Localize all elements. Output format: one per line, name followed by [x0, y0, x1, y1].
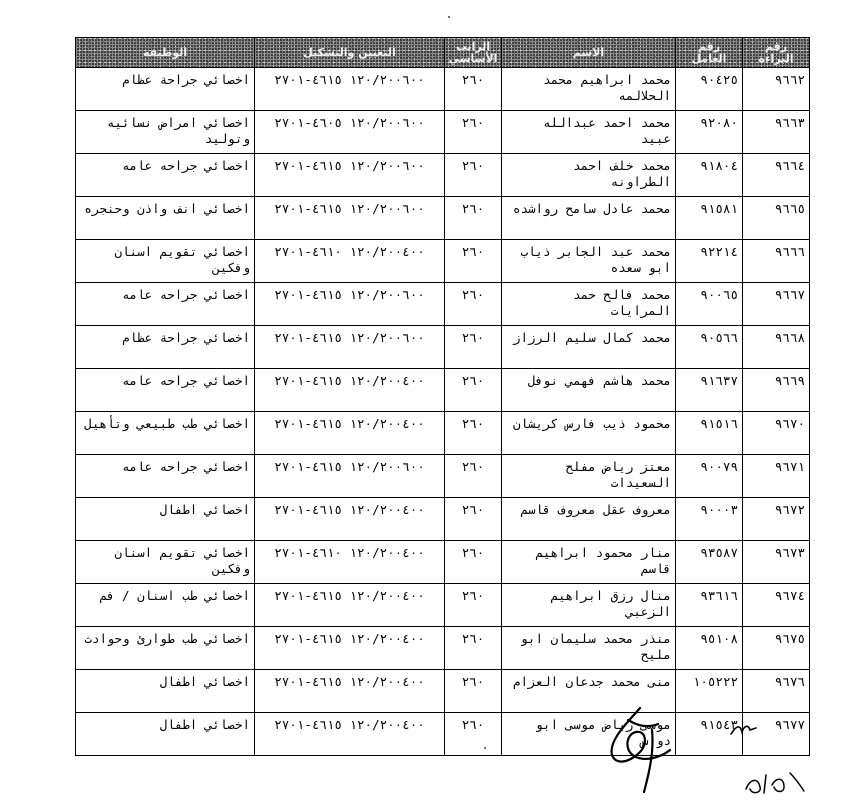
- table-row: [76, 197, 810, 240]
- header-assignment: التعيين والتشكيل: [255, 38, 445, 68]
- salary-cell: ٢٦٠: [445, 498, 502, 541]
- name-cell: محمد خلف احمد الطراونه: [502, 154, 676, 197]
- job-title-cell: اخصائي جراحه عامه: [76, 283, 255, 326]
- job-title-cell: اخصائي جراحه عامه: [76, 154, 255, 197]
- assignment-cell: ١٢٠/٢٠٠٤٠٠ ٤٦١٥-٢٧٠١: [255, 713, 445, 756]
- employee-no-cell: ٩٠٠٠٣: [676, 498, 743, 541]
- assignment-cell: ١٢٠/٢٠٠٦٠٠ ٤٦١٥-٢٧٠١: [255, 68, 445, 111]
- job-title-cell: اخصائي اطفال: [76, 670, 255, 713]
- name-cell: معتز رياض مفلح السعيدات: [502, 455, 676, 498]
- employee-no-cell: ٩٥١٠٨: [676, 627, 743, 670]
- salary-cell: ٢٦٠: [445, 68, 502, 111]
- assignment-cell: ١٢٠/٢٠٠٤٠٠ ٤٦١٥-٢٧٠١: [255, 369, 445, 412]
- salary-cell: ٢٦٠: [445, 240, 502, 283]
- header-registration-no: رقم البراءة: [743, 38, 810, 68]
- salary-cell: ٢٦٠: [445, 541, 502, 584]
- salary-cell: ٢٦٠: [445, 111, 502, 154]
- employee-no-cell: ٩٠٤٢٥: [676, 68, 743, 111]
- table-row: [76, 154, 810, 197]
- registration-no-cell: ٩٦٧١: [743, 455, 810, 498]
- table-row: [76, 412, 810, 455]
- assignment-cell: ١٢٠/٢٠٠٤٠٠ ٤٦١٠-٢٧٠١: [255, 240, 445, 283]
- job-title-cell: اخصائي جراحه عامه: [76, 455, 255, 498]
- header-row: [76, 38, 810, 68]
- name-cell: موسى رياض موسى ابو دواس: [502, 713, 676, 756]
- table-row: [76, 713, 810, 756]
- employee-no-cell: ٩٣٦١٦: [676, 584, 743, 627]
- table-row: [76, 283, 810, 326]
- salary-cell: ٢٦٠: [445, 283, 502, 326]
- assignment-cell: ١٢٠/٢٠٠٦٠٠ ٤٦١٥-٢٧٠١: [255, 283, 445, 326]
- employee-no-cell: ٩١٥٨١: [676, 197, 743, 240]
- assignment-cell: ١٢٠/٢٠٠٦٠٠ ٤٦١٥-٢٧٠١: [255, 326, 445, 369]
- table-row: [76, 584, 810, 627]
- assignment-cell: ١٢٠/٢٠٠٦٠٠ ٤٦١٥-٢٧٠١: [255, 455, 445, 498]
- job-title-cell: اخصائي طب طبيعي وتأهيل: [76, 412, 255, 455]
- handwritten-mark: [728, 720, 758, 738]
- assignment-cell: ١٢٠/٢٠٠٦٠٠ ٤٦٠٥-٢٧٠١: [255, 111, 445, 154]
- employee-no-cell: ٩١٥١٦: [676, 412, 743, 455]
- table-row: [76, 240, 810, 283]
- salary-cell: ٢٦٠: [445, 197, 502, 240]
- employee-table: [75, 37, 810, 756]
- table-row: [76, 326, 810, 369]
- handwritten-signature: [600, 700, 690, 795]
- job-title-cell: اخصائي جراحة عظام: [76, 68, 255, 111]
- job-title-cell: اخصائي طب اسنان / فم: [76, 584, 255, 627]
- registration-no-cell: ٩٦٧٠: [743, 412, 810, 455]
- assignment-cell: ١٢٠/٢٠٠٤٠٠ ٤٦١٥-٢٧٠١: [255, 412, 445, 455]
- salary-cell: ٢٦٠: [445, 584, 502, 627]
- table-row: [76, 670, 810, 713]
- employee-no-cell: ٩٠٠٧٩: [676, 455, 743, 498]
- name-cell: معروف عقل معروف قاسم: [502, 498, 676, 541]
- registration-no-cell: ٩٦٦٢: [743, 68, 810, 111]
- assignment-cell: ١٢٠/٢٠٠٤٠٠ ٤٦١٥-٢٧٠١: [255, 498, 445, 541]
- scan-speck: [448, 16, 450, 18]
- name-cell: منذر محمد سليمان ابو مليح: [502, 627, 676, 670]
- employee-no-cell: ٩٠٠٦٥: [676, 283, 743, 326]
- table-row: [76, 68, 810, 111]
- name-cell: محمود ذيب فارس كريشان: [502, 412, 676, 455]
- assignment-cell: ١٢٠/٢٠٠٤٠٠ ٤٦١٠-٢٧٠١: [255, 541, 445, 584]
- salary-cell: ٢٦٠: [445, 455, 502, 498]
- salary-cell: ٢٦٠: [445, 627, 502, 670]
- job-title-cell: اخصائي جراحه عامه: [76, 369, 255, 412]
- job-title-cell: اخصائي تقويم اسنان وفكين: [76, 541, 255, 584]
- employee-no-cell: ٩١٨٠٤: [676, 154, 743, 197]
- employee-no-cell: ١٠٥٢٢٢: [676, 670, 743, 713]
- table-row: [76, 455, 810, 498]
- assignment-cell: ١٢٠/٢٠٠٦٠٠ ٤٦١٥-٢٧٠١: [255, 154, 445, 197]
- salary-cell: ٢٦٠: [445, 326, 502, 369]
- registration-no-cell: ٩٦٧٥: [743, 627, 810, 670]
- salary-cell: ٢٦٠: [445, 369, 502, 412]
- registration-no-cell: ٩٦٧٦: [743, 670, 810, 713]
- job-title-cell: اخصائي جراحة عظام: [76, 326, 255, 369]
- registration-no-cell: ٩٦٧٣: [743, 541, 810, 584]
- name-cell: منار محمود ابراهيم قاسم: [502, 541, 676, 584]
- registration-no-cell: ٩٦٦٦: [743, 240, 810, 283]
- assignment-cell: ١٢٠/٢٠٠٤٠٠ ٤٦١٥-٢٧٠١: [255, 670, 445, 713]
- salary-cell: ٢٦٠: [445, 713, 502, 756]
- employee-no-cell: ٩١٥٤٣: [676, 713, 743, 756]
- job-title-cell: اخصائي انف واذن وحنجره: [76, 197, 255, 240]
- employee-no-cell: ٩٢٠٨٠: [676, 111, 743, 154]
- employee-no-cell: ٩٣٥٨٧: [676, 541, 743, 584]
- name-cell: منى محمد جدعان العزام: [502, 670, 676, 713]
- header-name: الاسم: [502, 38, 676, 68]
- job-title-cell: اخصائي تقويم اسنان وفكين: [76, 240, 255, 283]
- registration-no-cell: ٩٦٦٤: [743, 154, 810, 197]
- name-cell: منال رزق ابراهيم الزعبي: [502, 584, 676, 627]
- registration-no-cell: ٩٦٧٤: [743, 584, 810, 627]
- job-title-cell: اخصائي اطفال: [76, 498, 255, 541]
- handwritten-initials: [740, 765, 810, 797]
- table-row: [76, 369, 810, 412]
- table-row: [76, 111, 810, 154]
- name-cell: محمد كمال سليم الرزاز: [502, 326, 676, 369]
- registration-no-cell: ٩٦٦٥: [743, 197, 810, 240]
- assignment-cell: ١٢٠/٢٠٠٤٠٠ ٤٦١٥-٢٧٠١: [255, 584, 445, 627]
- header-job-title: الوظيفة: [76, 38, 255, 68]
- name-cell: محمد احمد عبدالله عبيد: [502, 111, 676, 154]
- name-cell: محمد فالح حمد المرايات: [502, 283, 676, 326]
- assignment-cell: ١٢٠/٢٠٠٦٠٠ ٤٦١٥-٢٧٠١: [255, 197, 445, 240]
- table-row: [76, 627, 810, 670]
- name-cell: محمد عادل سامح رواشده: [502, 197, 676, 240]
- registration-no-cell: ٩٦٦٨: [743, 326, 810, 369]
- registration-no-cell: ٩٦٧٧: [743, 713, 810, 756]
- header-basic-salary: الراتب الأساسي: [445, 38, 502, 68]
- table-row: [76, 541, 810, 584]
- name-cell: محمد هاشم فهمي نوفل: [502, 369, 676, 412]
- registration-no-cell: ٩٦٦٧: [743, 283, 810, 326]
- job-title-cell: اخصائي امراض نسائيه وتوليد: [76, 111, 255, 154]
- registration-no-cell: ٩٦٦٣: [743, 111, 810, 154]
- job-title-cell: اخصائي طب طوارئ وحوادث: [76, 627, 255, 670]
- name-cell: محمد ابراهيم محمد الحلالمه: [502, 68, 676, 111]
- employee-no-cell: ٩١٦٣٧: [676, 369, 743, 412]
- assignment-cell: ١٢٠/٢٠٠٤٠٠ ٤٦١٥-٢٧٠١: [255, 627, 445, 670]
- name-cell: محمد عبد الجابر ذياب ابو سعده: [502, 240, 676, 283]
- job-title-cell: اخصائي اطفال: [76, 713, 255, 756]
- table-row: [76, 498, 810, 541]
- registration-no-cell: ٩٦٧٢: [743, 498, 810, 541]
- salary-cell: ٢٦٠: [445, 412, 502, 455]
- salary-cell: ٢٦٠: [445, 670, 502, 713]
- employee-no-cell: ٩٢٢١٤: [676, 240, 743, 283]
- salary-cell: ٢٦٠: [445, 154, 502, 197]
- header-employee-no: رقم العامل: [676, 38, 743, 68]
- registration-no-cell: ٩٦٦٩: [743, 369, 810, 412]
- employee-no-cell: ٩٠٥٦٦: [676, 326, 743, 369]
